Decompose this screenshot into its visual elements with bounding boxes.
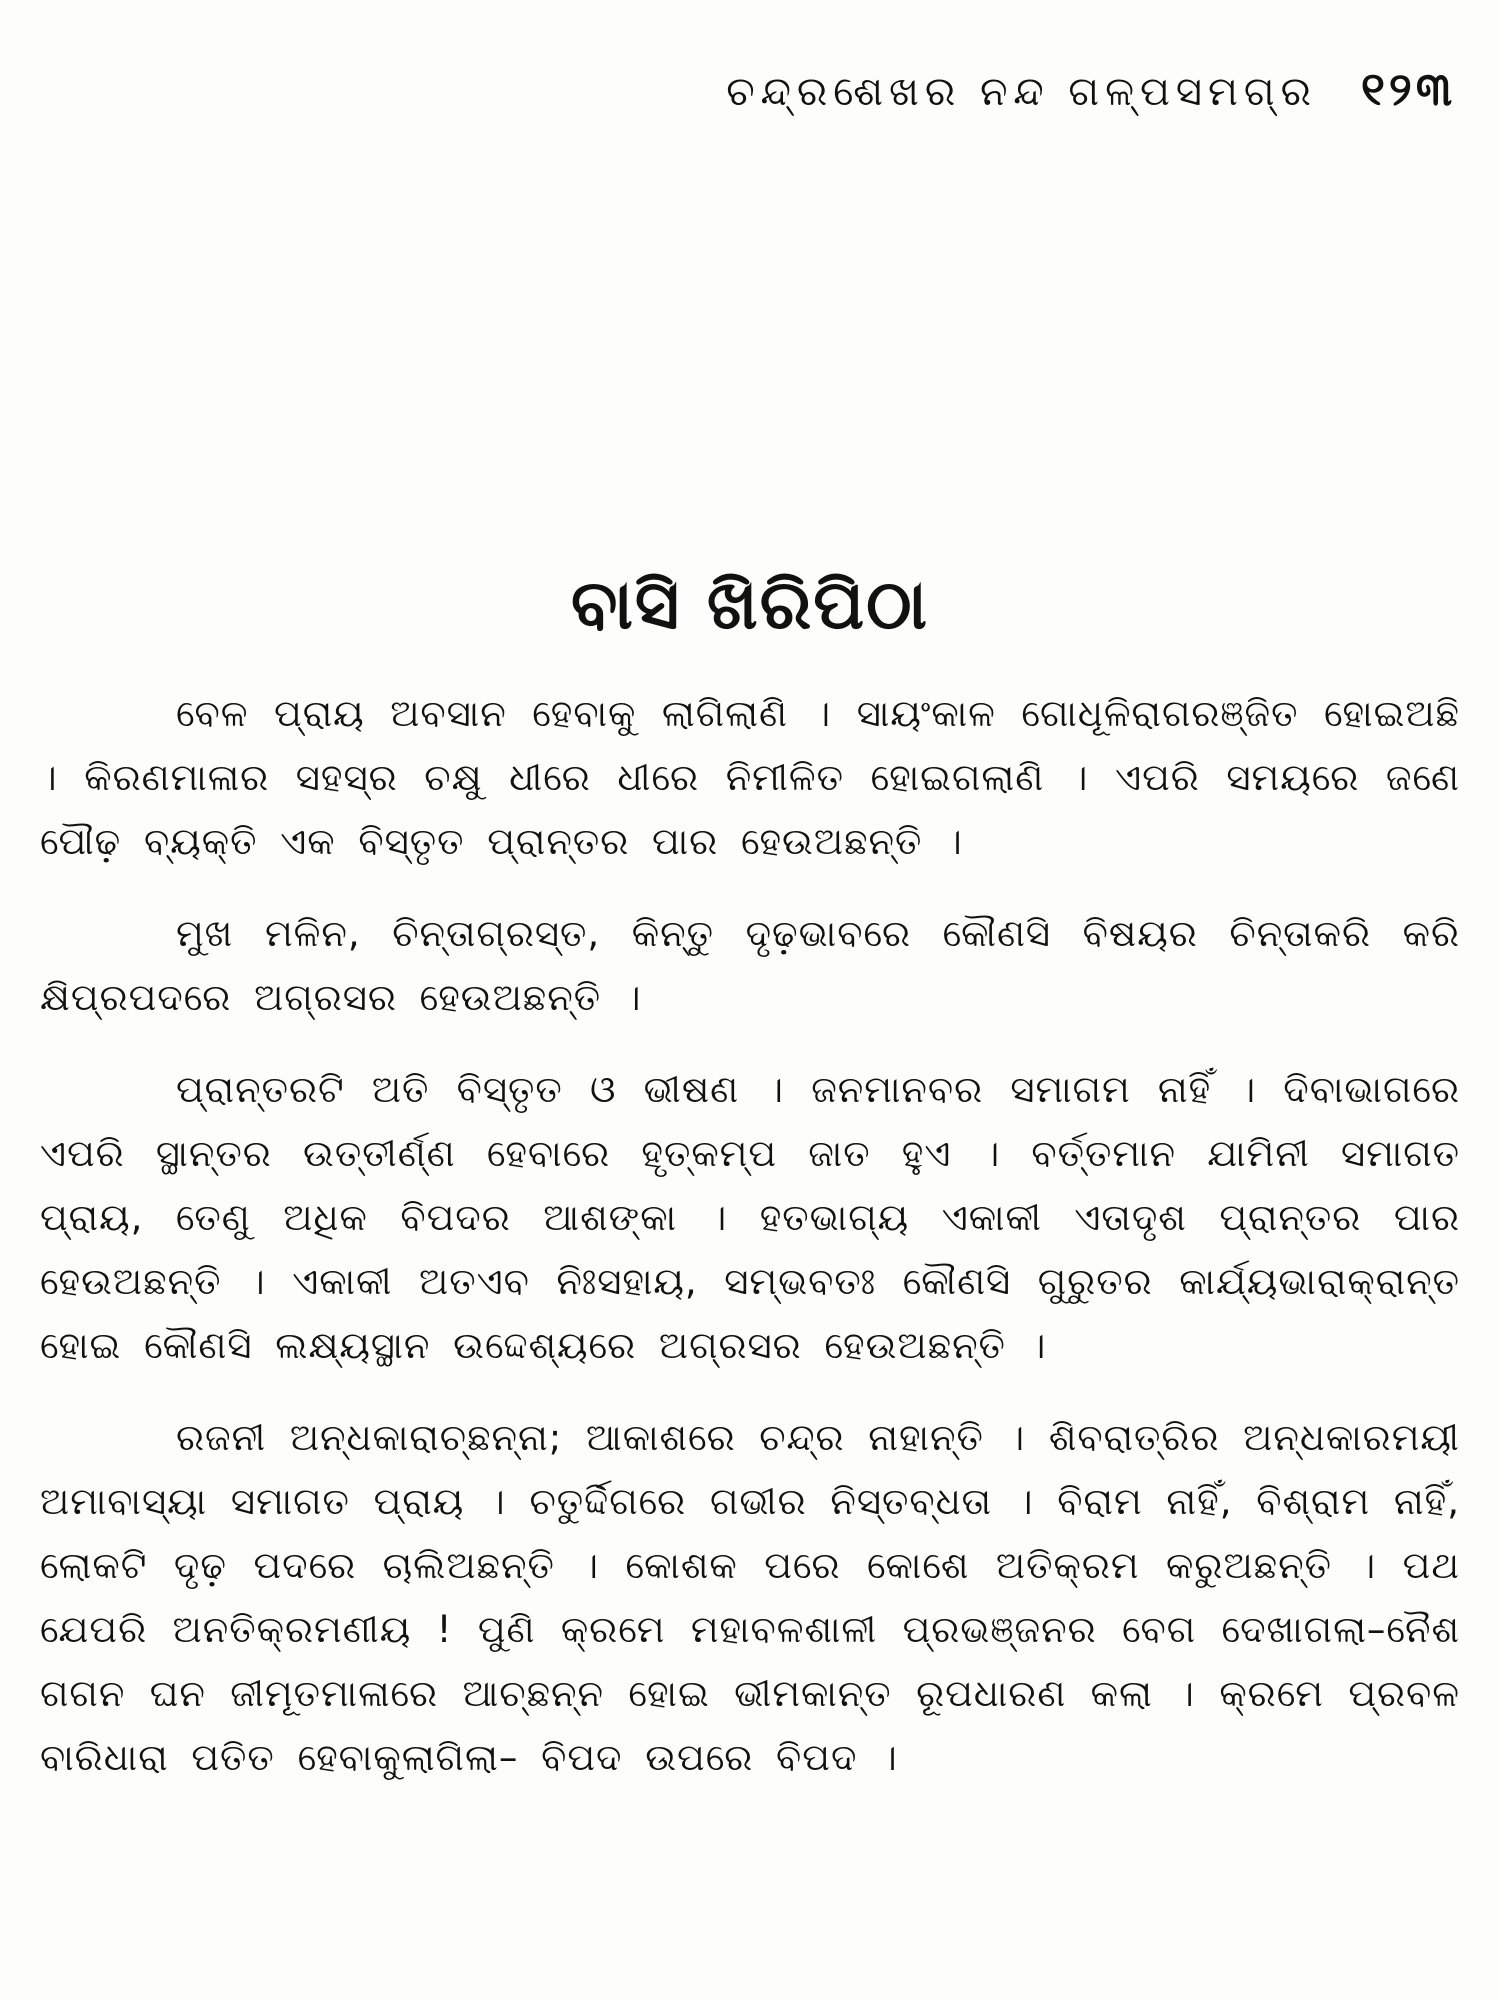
paragraph-2: ମୁଖ ମଳିନ, ଚିନ୍ତାଗ୍ରସ୍ତ, କିନ୍ତୁ ଦୃଢ଼ଭାବରେ କୌଣସି ବିଷୟର ଚିନ୍ତାକରି କରି କ୍ଷିପ୍ରପଦରେ ଅଗ୍ରସର ହେଉଅଛନ୍ତି । (40, 912, 1460, 1019)
paragraph-4: ରଜନୀ ଅନ୍ଧକାରାଚ୍ଛନ୍ନା; ଆକାଶରେ ଚନ୍ଦ୍ର ନାହାନ୍ତି । ଶିବରାତ୍ରିର ଅନ୍ଧକାରମୟୀ ଅମାବାସ୍ୟା ସମାଗତ ପ୍ରାୟ । ଚତୁର୍ଦ୍ଦିଗରେ ଗଭୀର ନିସ୍ତବ୍ଧତା । ବିରାମ ନାହିଁ, ବିଶ୍ରାମ ନାହିଁ, ଲୋକଟି ଦୃଢ଼ ପଦରେ ଚାଲିଅଛନ୍ତି । କୋଶକ ପରେ କୋଶେ ଅତିକ୍ରମ କରୁଅଛନ୍ତି । ପଥ ଯେପରି ଅନତିକ୍ରମଣୀୟ ! ପୁଣି କ୍ରମେ ମହାବଳଶାଳୀ ପ୍ରଭଞ୍ଜନର ବେଗ ଦେଖାଗଲା–ନୈଶ ଗଗନ ଘନ ଜୀମୂତମାଳାରେ ଆଚ୍ଛନ୍ନ ହୋଇ ଭୀମକାନ୍ତ ରୂପଧାରଣ କଲା । କ୍ରମେ ପ୍ରବଳ ବାରିଧାରା ପତିତ ହେବାକୁଲାଗିଲା– ବିପଦ ଉପରେ ବିପଦ । (40, 1416, 1460, 1779)
paragraph-3: ପ୍ରାନ୍ତରଟି ଅତି ବିସ୍ତୃତ ଓ ଭୀଷଣ । ଜନମାନବର ସମାଗମ ନାହିଁ । ଦିବାଭାଗରେ ଏପରି ସ୍ଥାନ୍ତର ଉତ୍ତୀର୍ଣ୍ଣ ହେବାରେ ହୃତ୍‌କମ୍ପ ଜାତ ହୁଏ । ବର୍ତ୍ତମାନ ଯାମିନୀ ସମାଗତ ପ୍ରାୟ, ତେଣୁ ଅଧିକ ବିପଦର ଆଶଙ୍କା । ହତଭାଗ୍ୟ ଏକାକୀ ଏତାଦୃଶ ପ୍ରାନ୍ତର ପାର ହେଉଅଛନ୍ତି । ଏକାକୀ ଅତଏବ ନିଃସହାୟ, ସମ୍ଭବତଃ କୌଣସି ଗୁରୁତର କାର୍ଯ୍ୟଭାରାକ୍ରାନ୍ତ ହୋଇ କୌଣସି ଲକ୍ଷ୍ୟସ୍ଥାନ ଉଦ୍ଦେଶ୍ୟରେ ଅଗ୍ରସର ହେଉଅଛନ୍ତି । (40, 1068, 1460, 1367)
book-title: ଚନ୍ଦ୍ରଶେଖର ନନ୍ଦ ଗଳ୍ପସମଗ୍ର (726, 69, 1317, 115)
paragraph-1: ବେଳ ପ୍ରାୟ ଅବସାନ ହେବାକୁ ଲାଗିଲାଣି । ସାୟଂକାଳ ଗୋଧୂଳିରାଗରଞ୍ଜିତ ହୋଇଅଛି । କିରଣମାଳାର ସହସ୍ର ଚକ୍ଷୁ ଧୀରେ ଧୀରେ ନିମୀଳିତ ହୋଇଗଲାଣି । ଏପରି ସମୟରେ ଜଣେ ପୌଢ଼ ବ୍ୟକ୍ତି ଏକ ବିସ୍ତୃତ ପ୍ରାନ୍ତର ପାର ହେଉଅଛନ୍ତି । (40, 692, 1460, 863)
page-number: ୧୨୩ (1360, 62, 1456, 116)
story-body (40, 682, 1460, 1818)
chapter-title: ବାସି ଖିରିପିଠା (570, 565, 930, 645)
running-header (726, 62, 1456, 118)
